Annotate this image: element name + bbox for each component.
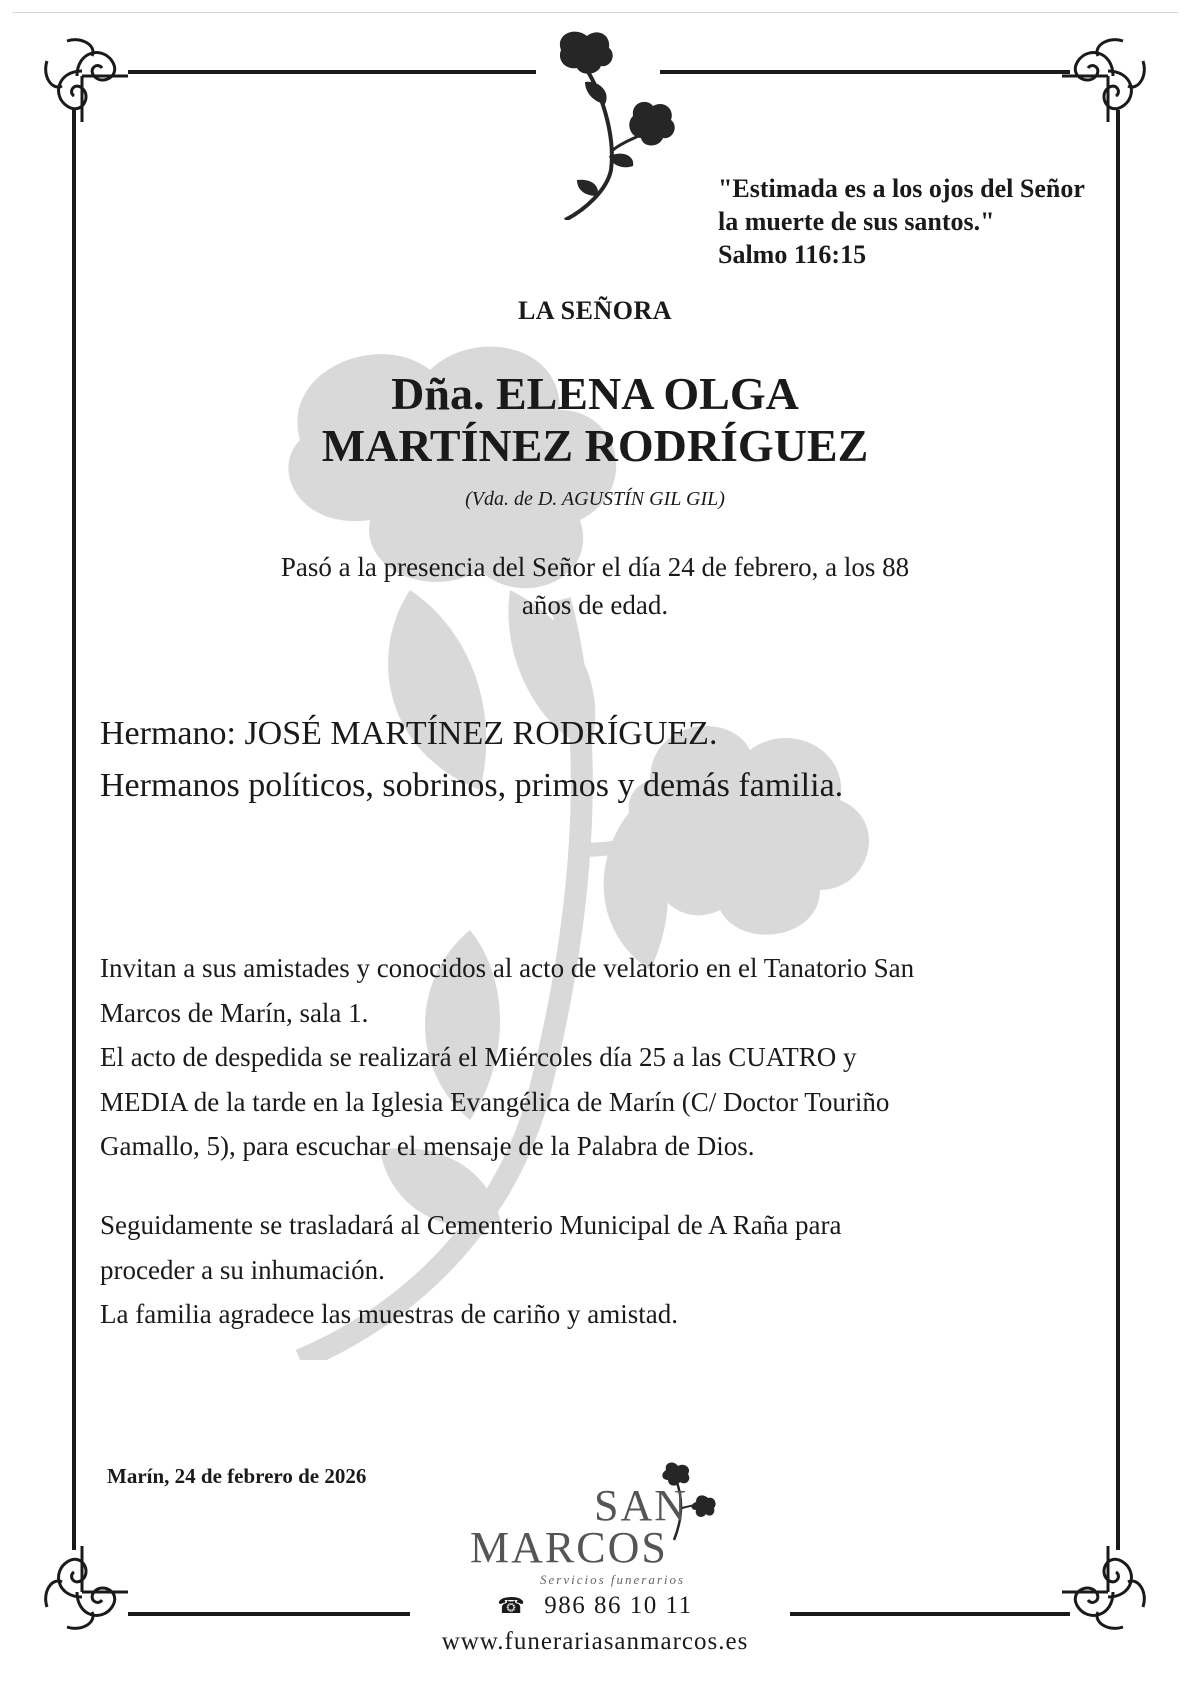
ceremony-line: MEDIA de la tarde en la Iglesia Evangélica de Marín (C/ Doctor Touriño [100, 1086, 890, 1117]
burial-line: proceder a su inhumación. [100, 1254, 385, 1285]
ceremony-line: El acto de despedida se realizará el Miércoles día 25 a las CUATRO y [100, 1042, 857, 1072]
widow-note: (Vda. de D. AGUSTÍN GIL GIL) [465, 488, 725, 510]
logo-text-marcos: MARCOS [470, 1523, 668, 1572]
burial-line: La familia agradece las muestras de cariño y amistad. [100, 1299, 678, 1329]
phone-line [0, 1592, 1190, 1620]
frame-top-left-line [128, 70, 536, 74]
family-list [100, 708, 1100, 812]
burial-details [100, 1203, 1080, 1337]
ceremony-details [100, 946, 1080, 1169]
frame-left-line [72, 110, 76, 1550]
name-line: MARTÍNEZ RODRÍGUEZ [321, 420, 869, 471]
phone-number[interactable]: 986 86 10 11 [544, 1592, 693, 1619]
logo-tagline: Servicios funerarios [540, 1572, 686, 1587]
flower-icon [555, 30, 685, 220]
honorific: LA SEÑORA [517, 296, 673, 325]
ceremony-line: Gamallo, 5), para escuchar el mensaje de la Palabra de Dios. [100, 1131, 755, 1161]
corner-ornament-top-left [32, 26, 132, 126]
frame-top-right-line [660, 70, 1070, 74]
epigraph-line: la muerte de sus santos." [718, 207, 995, 236]
epigraph-reference: Salmo 116:15 [718, 240, 867, 269]
website-link[interactable]: www.funerariasanmarcos.es [441, 1628, 749, 1655]
deceased-name [0, 368, 1190, 472]
name-line: Dña. ELENA OLGA [391, 368, 799, 419]
logo-text-san: SAN [594, 1481, 689, 1530]
ceremony-line: Invitan a sus amistades y conocidos al acto de velatorio en el Tanatorio San [100, 953, 915, 983]
corner-ornament-top-right [1058, 26, 1158, 126]
burial-line: Seguidamente se trasladará al Cementerio Municipal de A Raña para [100, 1210, 842, 1240]
family-line: Hermanos políticos, sobrinos, primos y demás familia. [100, 767, 844, 804]
epigraph-line: "Estimada es a los ojos del Señor [718, 174, 1085, 203]
frame-right-line [1116, 110, 1120, 1550]
death-notice-line: Pasó a la presencia del Señor el día 24 de febrero, a los 88 [280, 552, 910, 582]
death-notice [240, 548, 950, 624]
death-notice-line: años de edad. [521, 590, 669, 620]
epigraph [718, 172, 1085, 271]
place-date: Marín, 24 de febrero de 2026 [107, 1464, 367, 1488]
family-line: Hermano: JOSÉ MARTÍNEZ RODRÍGUEZ. [100, 715, 718, 752]
ceremony-line: Marcos de Marín, sala 1. [100, 997, 369, 1028]
funeral-home-logo [470, 1460, 730, 1600]
telephone-icon: ☎ [497, 1593, 527, 1618]
